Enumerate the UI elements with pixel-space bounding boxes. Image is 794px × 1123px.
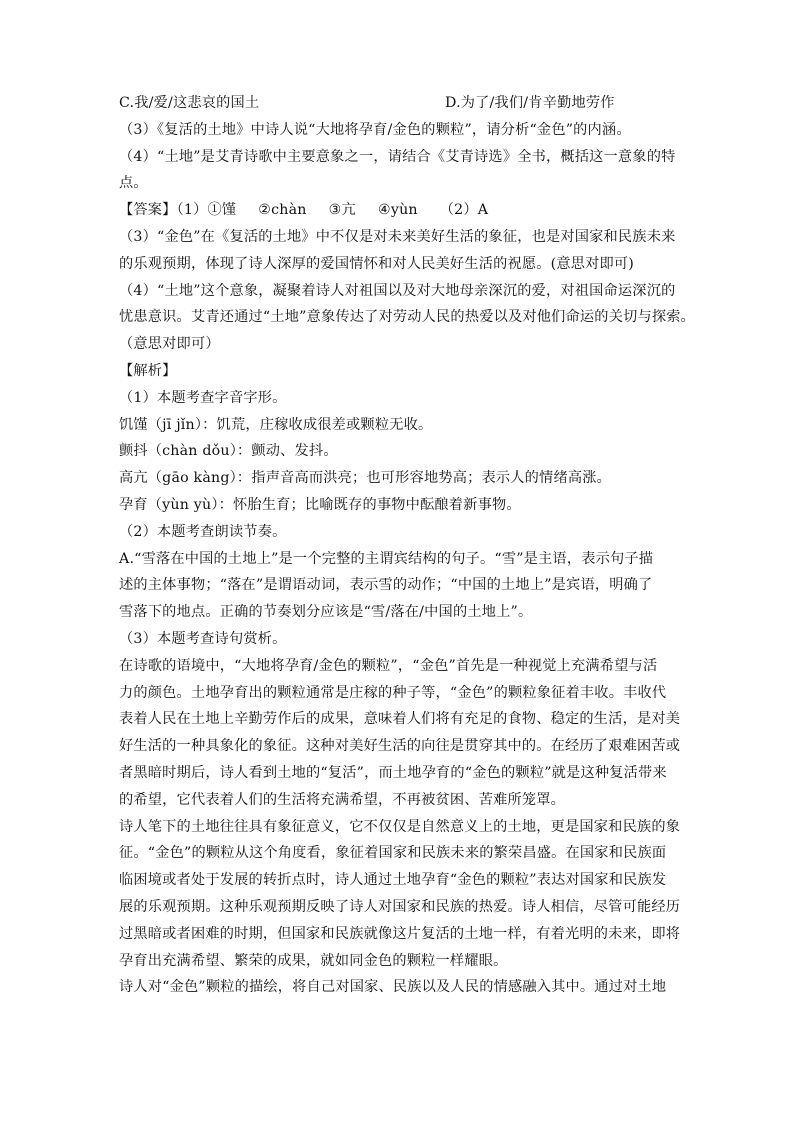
analysis-line: 在诗歌的语境中，“大地将孕育/金色的颗粒”，“金色”首先是一种视觉上充满希望与活 xyxy=(119,657,658,674)
answer-4-line-1: （4）“土地”这个意象，凝聚着诗人对祖国以及对大地母亲深沉的爱，对祖国命运深沉的 xyxy=(119,282,676,299)
analysis-line: 表着人民在土地上辛勤劳作后的成果，意味着人们将有充足的食物、稳定的生活，是对美 xyxy=(119,711,681,728)
analysis-line: 诗人对“金色”颗粒的描绘，将自己对国家、民族以及人民的情感融入其中。通过对土地 xyxy=(119,979,667,996)
analysis-line: 饥馑（jī jǐn）：饥荒，庄稼收成很差或颗粒无收。 xyxy=(119,416,433,433)
option-d: D.为了/我们/肯辛勤地劳作 xyxy=(445,95,615,111)
analysis-line: 力的颜色。土地孕育出的颗粒通常是庄稼的种子等，“金色”的颗粒象征着丰收。丰收代 xyxy=(119,684,667,701)
answer-line-1 xyxy=(119,197,679,224)
analysis-line: A.“雪落在中国的土地上”是一个完整的主谓宾结构的句子。“雪”是主语，表示句子描 xyxy=(119,550,654,567)
analysis-line: 高亢（gāo kàng）：指声音高而洪亮；也可形容地势高；表示人的情绪高涨。 xyxy=(119,470,611,487)
question-4-line-1: （4）“土地”是艾青诗歌中主要意象之一，请结合《艾青诗选》全书，概括这一意象的特 xyxy=(119,148,676,165)
option-c: C.我/爱/这悲哀的国土 xyxy=(119,95,260,111)
analysis-body xyxy=(119,385,679,1001)
analysis-line: 征。“金色”的颗粒从这个角度看，象征着国家和民族未来的繁荣昌盛。在国家和民族面 xyxy=(119,845,667,862)
analysis-line: 孕育（yùn yù）：怀胎生育；比喻既存的事物中酝酿着新事物。 xyxy=(119,496,521,513)
answer-item-2: ②chàn xyxy=(258,202,307,219)
question-3: （3）《复活的土地》中诗人说“大地将孕育/金色的颗粒”，请分析“金色”的内涵。 xyxy=(119,121,631,138)
analysis-line: 临困境或者处于发展的转折点时，诗人通过土地孕育“金色的颗粒”表达对国家和民族发 xyxy=(119,872,667,889)
analysis-heading: 【解析】 xyxy=(119,362,177,379)
analysis-line: 过黑暗或者困难的时期，但国家和民族就像这片复活的土地一样，有着光明的未来，即将 xyxy=(119,925,681,942)
analysis-line: 颤抖（chàn dǒu）：颤动、发抖。 xyxy=(119,443,338,460)
question-4-line-2: 点。 xyxy=(119,175,148,192)
answer-item-3: ③亢 xyxy=(328,202,356,219)
answer-4-line-3: （意思对即可） xyxy=(119,336,220,353)
analysis-line: 者黑暗时期后，诗人看到土地的“复活”，而土地孕育的“金色的颗粒”就是这种复活带来 xyxy=(119,764,667,781)
analysis-line: 好生活的一种具象化的象征。这种对美好生活的向往是贯穿其中的。在经历了艰难困苦或 xyxy=(119,738,681,755)
analysis-line: 展的乐观预期。这种乐观预期反映了诗人对国家和民族的热爱。诗人相信，尽管可能经历 xyxy=(119,898,681,915)
analysis-line: 述的主体事物；“落在”是谓语动词，表示雪的动作；“中国的土地上”是宾语，明确了 xyxy=(119,577,653,594)
answer-3-line-1: （3）“金色”在《复活的土地》中不仅是对未来美好生活的象征，也是对国家和民族未来 xyxy=(119,228,676,245)
analysis-line: 的希望，它代表着人们的生活将充满希望，不再被贫困、苦难所笼罩。 xyxy=(119,791,566,808)
analysis-line: 孕育出充满希望、繁荣的成果，就如同金色的颗粒一样耀眼。 xyxy=(119,952,508,969)
answer-part-2: （2）A xyxy=(439,202,489,219)
document-page xyxy=(119,90,696,1001)
analysis-line: 诗人笔下的土地往往具有象征意义，它不仅仅是自然意义上的土地，更是国家和民族的象 xyxy=(119,818,681,835)
answer-3-line-2: 的乐观预期，体现了诗人深厚的爱国情怀和对人民美好生活的祝愿。(意思对即可) xyxy=(119,255,635,272)
answer-heading: 【答案】（1）①馑 xyxy=(119,202,237,219)
answer-4-line-2: 忧患意识。艾青还通过“土地”意象传达了对劳动人民的热爱以及对他们命运的关切与探索。 xyxy=(119,309,696,326)
analysis-line: 雪落下的地点。正确的节奏划分应该是“雪/落在/中国的土地上”。 xyxy=(119,604,533,621)
analysis-line: （2）本题考查朗读节奏。 xyxy=(119,523,287,540)
analysis-line: （1）本题考查字音字形。 xyxy=(119,389,287,406)
answer-item-4: ④yùn xyxy=(377,202,418,219)
options-row xyxy=(119,90,679,117)
analysis-line: （3）本题考查诗句赏析。 xyxy=(119,630,287,647)
